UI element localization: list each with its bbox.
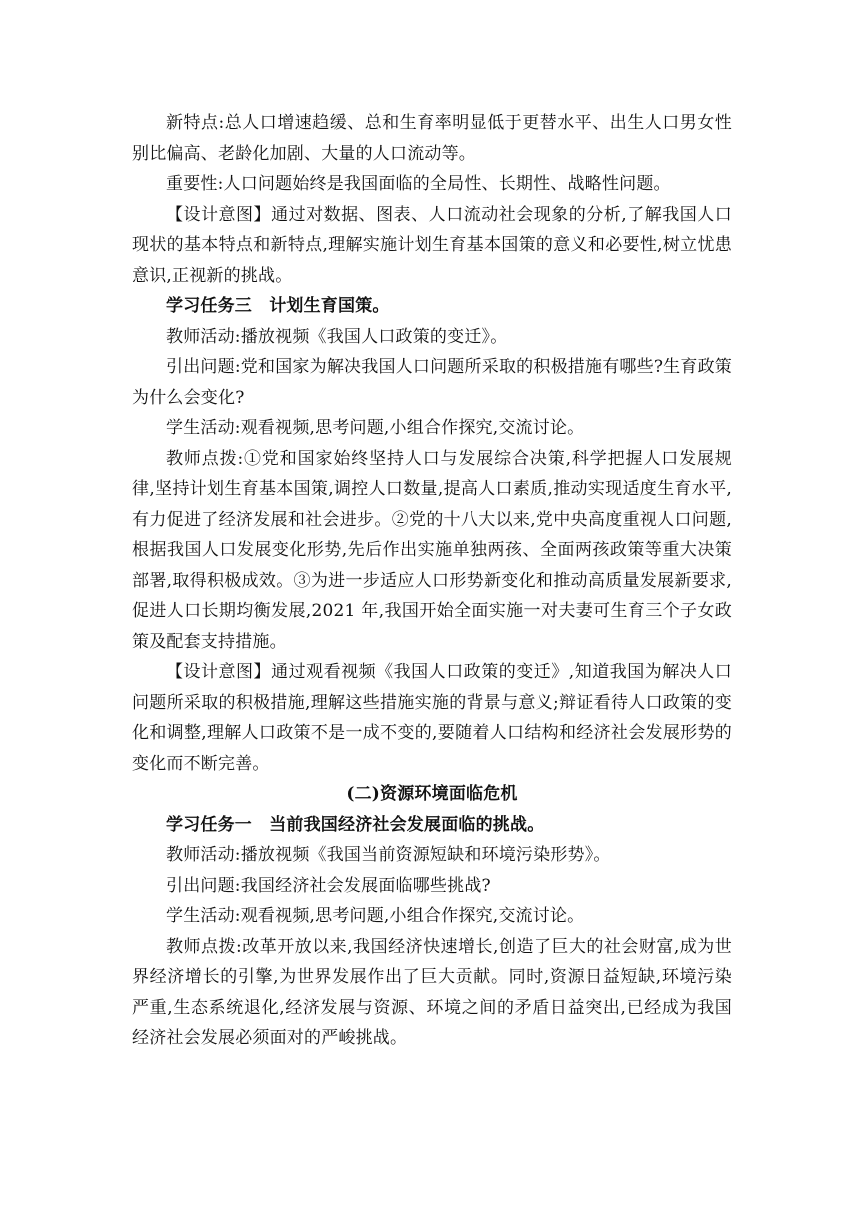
paragraph-question-1: 引出问题:党和国家为解决我国人口问题所采取的积极措施有哪些?生育政策为什么会变化?	[132, 357, 732, 408]
paragraph-teacher-activity-1: 教师活动:播放视频《我国人口政策的变迁》。	[166, 326, 508, 347]
paragraph-design-intent-1: 【设计意图】通过对数据、图表、人口流动社会现象的分析,了解我国人口现状的基本特点和新特点,理解实施计划生育基本国策的意义和必要性,树立忧患意识,正视新的挑战。	[132, 204, 732, 286]
paragraph-teacher-activity-2: 教师活动:播放视频《我国当前资源短缺和环境污染形势》。	[166, 845, 611, 865]
heading-task-one: 学习任务一 当前我国经济社会发展面临的挑战。	[166, 814, 545, 835]
document-body	[132, 108, 732, 1054]
paragraph-student-activity-1: 学生活动:观看视频,思考问题,小组合作探究,交流讨论。	[166, 418, 585, 438]
paragraph-design-intent-2: 【设计意图】通过观看视频《我国人口政策的变迁》,知道我国为解决人口问题所采取的积极措施,理解这些措施实施的背景与意义;辩证看待人口政策的变化和调整,理解人口政策不是一成不变的,要随着人口结构和经济社会发展形势的变化而不断完善。	[132, 662, 732, 774]
paragraph-importance: 重要性:人口问题始终是我国面临的全局性、长期性、战略性问题。	[166, 174, 671, 194]
paragraph-question-2: 引出问题:我国经济社会发展面临哪些挑战?	[166, 875, 491, 896]
paragraph-teacher-guidance-2: 教师点拨:改革开放以来,我国经济快速增长,创造了巨大的社会财富,成为世界经济增长的引擎,为世界发展作出了巨大贡献。同时,资源日益短缺,环境污染严重,生态系统退化,经济发展与资源、环境之间的矛盾日益突出,已经成为我国经济社会发展必须面对的严峻挑战。	[132, 936, 732, 1048]
heading-task-three: 学习任务三 计划生育国策。	[166, 296, 390, 316]
paragraph-new-features: 新特点:总人口增速趋缓、总和生育率明显低于更替水平、出生人口男女性别比偏高、老龄化加剧、大量的人口流动等。	[132, 113, 732, 164]
paragraph-student-activity-2: 学生活动:观看视频,思考问题,小组合作探究,交流讨论。	[166, 906, 585, 926]
section-heading-resources: (二)资源环境面临危机	[346, 784, 518, 804]
paragraph-teacher-guidance-1: 教师点拨:①党和国家始终坚持人口与发展综合决策,科学把握人口发展规律,坚持计划生育基本国策,调控人口数量,提高人口素质,推动实现适度生育水平,有力促进了经济发展和社会进步。②党的十八大以来,党中央高度重视人口问题,根据我国人口发展变化形势,先后作出实施单独两孩、全面两孩政策等重大决策部署,取得积极成效。③为进一步适应人口形势新变化和推动高质量发展新要求,促进人口长期均衡发展,2021 年,我国开始全面实施一对夫妻可生育三个子女政策及配套支持措施。	[132, 448, 732, 652]
